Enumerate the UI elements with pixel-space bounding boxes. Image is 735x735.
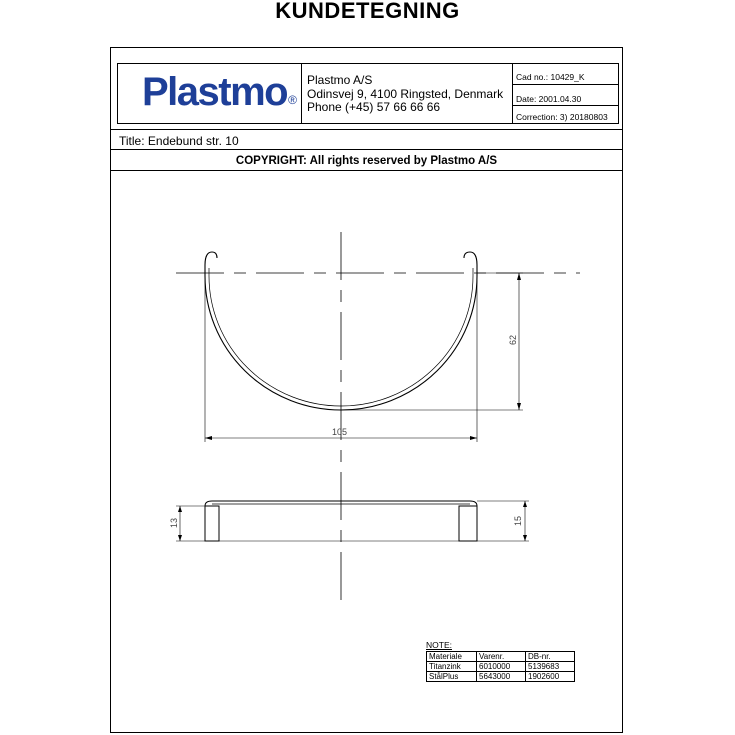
side-view-right-wall xyxy=(459,506,477,541)
depth-arrow-top xyxy=(517,273,521,280)
table-row xyxy=(427,662,575,672)
material-table xyxy=(426,651,575,682)
table-header: DB-nr. xyxy=(526,652,575,662)
width-arrow-left xyxy=(205,436,212,440)
width-dimension-label: 105 xyxy=(332,427,348,437)
table-cell: 5643000 xyxy=(477,672,526,682)
left-height-arrow-bottom xyxy=(178,535,182,541)
left-height-arrow-top xyxy=(178,506,182,512)
table-cell: 6010000 xyxy=(477,662,526,672)
side-view-left-wall xyxy=(205,506,219,541)
note-label: NOTE: xyxy=(426,640,452,650)
company-phone: Phone (+45) 57 66 66 66 xyxy=(307,100,441,114)
table-row xyxy=(427,672,575,682)
page-heading: KUNDETEGNING xyxy=(275,0,460,23)
right-height-arrow-bottom xyxy=(523,535,527,541)
table-cell: Titanzink xyxy=(427,662,477,672)
drawing-date: Date: 2001.04.30 xyxy=(516,94,582,104)
right-height-arrow-top xyxy=(523,501,527,507)
table-header-row xyxy=(427,652,575,662)
width-arrow-right xyxy=(470,436,477,440)
right-height-label: 15 xyxy=(513,515,523,527)
table-cell: 1902600 xyxy=(526,672,575,682)
material-note xyxy=(426,640,575,682)
table-cell: StålPlus xyxy=(427,672,477,682)
table-header: Varenr. xyxy=(477,652,526,662)
copyright-notice: COPYRIGHT: All rights reserved by Plastmo A/S xyxy=(235,155,498,167)
depth-arrow-bottom xyxy=(517,403,521,410)
cad-number: Cad no.: 10429_K xyxy=(516,72,585,82)
company-name: Plastmo A/S xyxy=(307,73,373,87)
table-cell: 5139683 xyxy=(526,662,575,672)
plastmo-logo: Plastmo® xyxy=(142,70,296,114)
correction-note: Correction: 3) 20180803 xyxy=(516,112,608,122)
depth-dimension-label: 62 xyxy=(508,334,518,346)
drawing-title: Title: Endebund str. 10 xyxy=(119,134,239,148)
table-header: Materiale xyxy=(427,652,477,662)
company-address: Odinsvej 9, 4100 Ringsted, Denmark xyxy=(307,86,504,101)
left-height-label: 13 xyxy=(169,517,179,529)
